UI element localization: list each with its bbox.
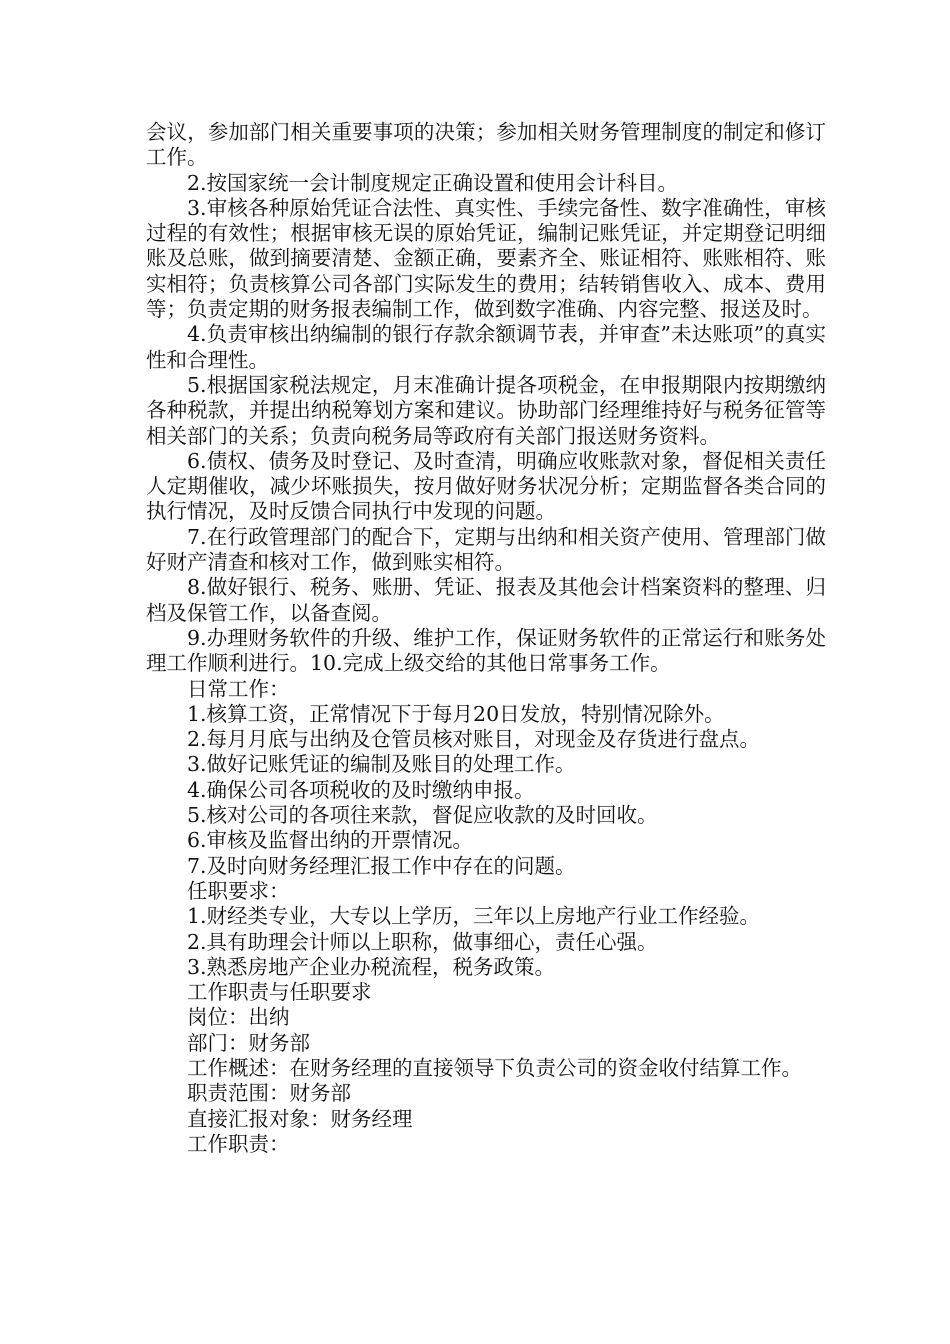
list-item: 1.财经类专业，大专以上学历，三年以上房地产行业工作经验。 xyxy=(187,904,761,929)
paragraph: 4.负责审核出纳编制的银行存款余额调节表，并审查”未达账项”的真实性和合理性。 xyxy=(146,322,826,372)
list-item: 5.核对公司的各项往来款，督促应收款的及时回收。 xyxy=(187,803,658,828)
paragraph: 8.做好银行、税务、账册、凭证、报表及其他会计档案资料的整理、归档及保管工作，以备查阅。 xyxy=(146,575,826,625)
paragraph: 9.办理财务软件的升级、维护工作，保证财务软件的正常运行和账务处理工作顺利进行。10.完成上级交给的其他日常事务工作。 xyxy=(146,625,826,676)
section-heading-duties: 工作职责与任职要求 xyxy=(187,980,372,1005)
paragraph: 5.根据国家税法规定，月末准确计提各项税金，在申报期限内按期缴纳各种税款，并提出纳税筹划方案和建议。协助部门经理维持好与税务征管等相关部门的关系；负责向税务局等政府有关部门报送财务资料。 xyxy=(146,372,826,448)
field-position: 岗位：出纳 xyxy=(187,1005,290,1030)
field-scope: 职责范围：财务部 xyxy=(187,1081,351,1106)
list-item: 1.核算工资，正常情况下于每月20日发放，特别情况除外。 xyxy=(187,701,725,726)
list-item: 2.具有助理会计师以上职称，做事细心，责任心强。 xyxy=(187,929,658,954)
paragraph: 6.债权、债务及时登记、及时查清，明确应收账款对象，督促相关责任人定期催收，减少坏账损失，按月做好财务状况分析；定期监督各类合同的执行情况，及时反馈合同执行中发现的问题。 xyxy=(146,448,826,524)
list-item: 3.熟悉房地产企业办税流程，税务政策。 xyxy=(187,954,556,979)
paragraph: 会议，参加部门相关重要事项的决策；参加相关财务管理制度的制定和修订工作。 xyxy=(146,120,826,170)
field-overview: 工作概述：在财务经理的直接领导下负责公司的资金收付结算工作。 xyxy=(187,1055,802,1080)
paragraph: 7.在行政管理部门的配合下，定期与出纳和相关资产使用、管理部门做好财产清查和核对工作，做到账实相符。 xyxy=(146,524,826,575)
document-body xyxy=(146,120,826,1157)
list-item: 2.每月月底与出纳及仓管员核对账目，对现金及存货进行盘点。 xyxy=(187,727,761,752)
paragraph: 3.审核各种原始凭证合法性、真实性、手续完备性、数字准确性，审核过程的有效性；根据审核无误的原始凭证，编制记账凭证，并定期登记明细账及总账，做到摘要清楚、金额正确，要素齐全、账证相符、账账相符、账实相符；负责核算公司各部门实际发生的费用；结转销售收入、成本、费用等；负责定期的财务报表编制工作，做到数字准确、内容完整、报送及时。 xyxy=(146,195,826,322)
list-item: 4.确保公司各项税收的及时缴纳申报。 xyxy=(187,777,535,802)
field-department: 部门：财务部 xyxy=(187,1030,310,1055)
section-heading-daily-work: 日常工作： xyxy=(187,676,290,701)
field-responsibilities: 工作职责： xyxy=(187,1131,290,1156)
list-item: 6.审核及监督出纳的开票情况。 xyxy=(187,828,474,853)
list-item: 3.做好记账凭证的编制及账目的处理工作。 xyxy=(187,752,576,777)
field-reports-to: 直接汇报对象：财务经理 xyxy=(187,1106,413,1131)
section-heading-requirements: 任职要求： xyxy=(187,878,290,903)
paragraph: 2.按国家统一会计制度规定正确设置和使用会计科目。 xyxy=(187,170,679,195)
list-item: 7.及时向财务经理汇报工作中存在的问题。 xyxy=(187,853,576,878)
